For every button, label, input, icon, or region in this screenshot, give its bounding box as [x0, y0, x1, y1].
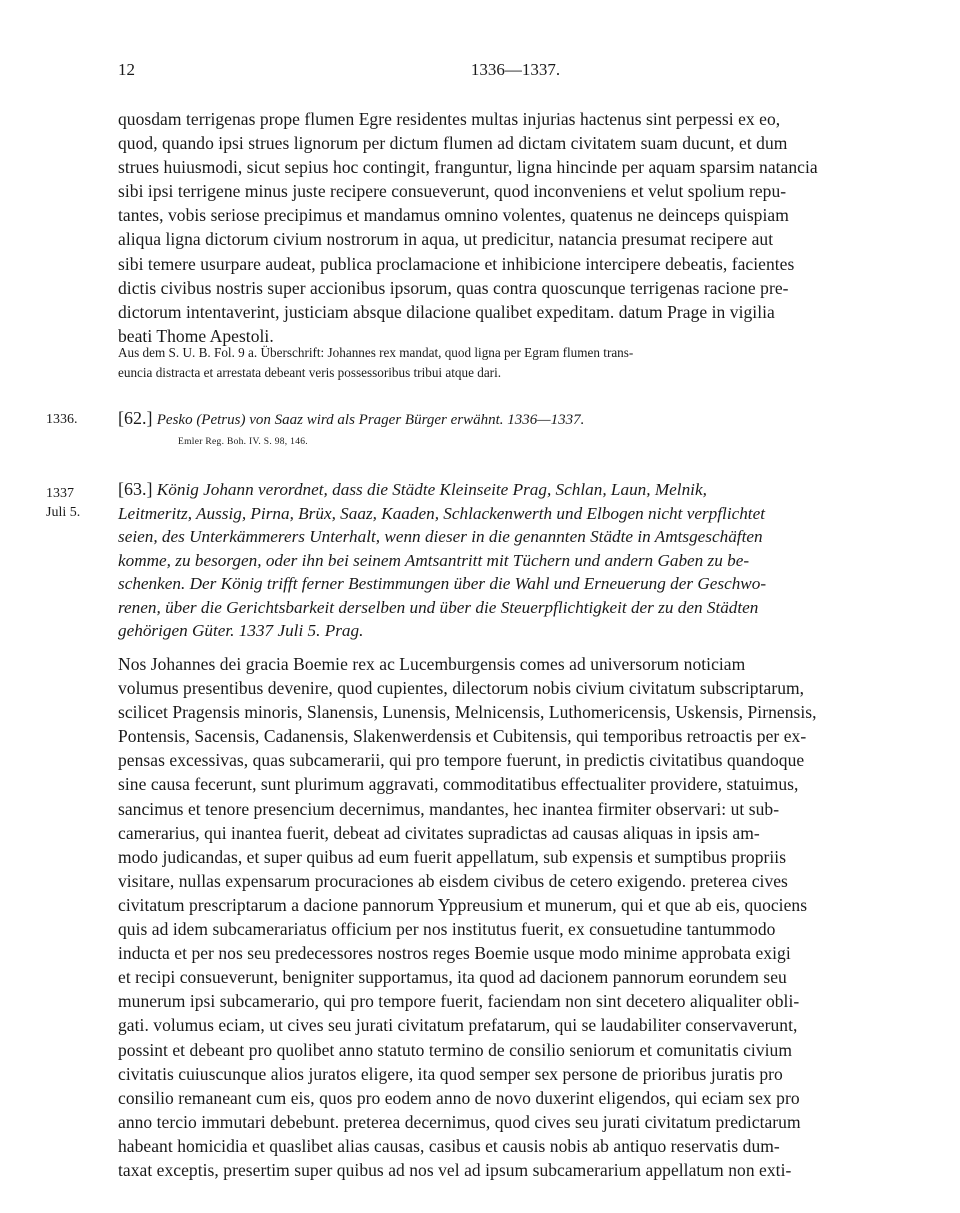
charter-text-63: Nos Johannes dei gracia Boemie rex ac Lucemburgensis comes ad universorum noticiam volumus presentibus devenire, quod cupientes, dilectorum nobis civium civitatum subscriptarum, scilicet Pragensis minoris, Slanensis, Lunensis, Melnicensis, Luthomericensis, Uskensis, Pirnensis, Pontensis, Sacensis, Cadanensis, Slakenwerdensis et Cubitensis, qui temporibus retroactis per ex- pensas excessivas, quas subcamerarii, qui pro tempore fuerunt, in predictis civitatibus quandoque sine causa fecerunt, sunt plurimum aggravati, commoditatibus effectualiter providere, statuimus, sancimus et tenore presencium decernimus, mandantes, hec inantea firmiter observari: ut sub- camerarius, qui inantea fuerit, debeat ad civitates supradictas ad causas aliquas in ipsis am- modo judicandas, et super quibus ad eum fuerit appellatum, sub expensis et sumptibus propriis visitare, nullas expensarum procuraciones ab eisdem civibus de cetero exigendo. preterea cives civitatum prescriptarum a dacione pannorum Yppreusium et munerum, qui et que ab eis, quociens quis ad idem subcamerariatus officium per nos institutus fuerit, ex consuetudine tantummodo inducta et per nos seu predecessores nostros reges Boemie usque modo minime approbata exigi et recipi consueverunt, benigniter supportamus, ita quod ad dacionem pannorum eorundem seu munerum ipsi subcamerario, qui pro tempore fuerit, faciendam non sint decetero aliqualiter obli- gati. volumus eciam, ut cives seu jurati civitatum prefatarum, qui se laudabiliter conservaverunt, possint et debeant pro quolibet anno statuto termino de consilio seniorum et comunitatis civium civitatis cuiuscunque alios juratos eligere, ita quod semper sex persone de prioribus juratis pro consilio remaneant cum eis, quos pro eodem anno de novo duxerint eligendos, qui eciam sex pro anno tercio immutari debebunt. preterea decernimus, quod cives seu jurati civitatum predictarum habeant homicidia et quaslibet alias causas, casibus et causis nobis ab antiquo reservatis dum- taxat exceptis, presertim super quibus ad nos vel ad ipsum subcamerarium appellatum non exti-: [118, 654, 817, 1180]
reference-note-62: Emler Reg. Boh. IV. S. 98, 146.: [178, 437, 308, 447]
document-heading-62: [118, 406, 913, 432]
page-number: 12: [118, 60, 135, 79]
running-header: [118, 60, 913, 84]
document-number-63: [63.]: [118, 479, 153, 499]
document-heading-63: [118, 478, 913, 643]
continued-document-text: quosdam terrigenas prope flumen Egre residentes multas injurias hactenus sint perpessi ex eo, quod, quando ipsi strues lignorum per dictum flumen ad dictam civitatem suam ducunt, et dum strues huiusmodi, sicut sepius hoc contingit, franguntur, ligna hincinde per aquam sparsim natancia sibi ipsi terrigene minus juste recipere consueverunt, quod inconveniens et velut spolium repu- tantes, vobis seriose precipimus et mandamus omnino volentes, quatenus ne deinceps quispiam aliqua ligna dictorum civium nostrorum in aqua, ut predicitur, natancia presumat recipere aut sibi temere usurpare audeat, publica proclamacione et inhibicione intercipere debeatis, facientes dictis civibus nostris super accionibus ipsorum, quas contra quoscunque terrigenas racione pre- dictorum intentaverint, justiciam absque dilacione qualibet expeditam. datum Prage in vigilia beati Thome Apestoli.: [118, 109, 818, 346]
source-note: Aus dem S. U. B. Fol. 9 a. Überschrift: Johannes rex mandat, quod ligna per Egram flumen trans- euncia distracta et arrestata debeant veris possessoribus tribui atque dari.: [118, 345, 634, 380]
document-summary-62: Pesko (Petrus) von Saaz wird als Prager Bürger erwähnt. 1336—1337.: [156, 412, 585, 428]
document-summary-63: König Johann verordnet, dass die Städte Kleinseite Prag, Schlan, Laun, Melnik, Leitmeritz, Aussig, Pirna, Brüx, Saaz, Kaaden, Schlackenwerth und Elbogen nicht verpflichtet seien, des Unterkämmerers Unterhalt, wenn dieser in die genannten Städte in Amtsgeschäften komme, zu besorgen, oder ihn bei seinem Amtsantritt mit Tüchern und andern Gaben zu be- schenken. Der König trifft ferner Bestimmungen über die Wahl und Erneuerung der Geschwo- renen, über die Gerichtsbarkeit derselben und über die Steuerpflichtigkeit der zu den Städten gehörigen Güter. 1337 Juli 5. Prag.: [118, 480, 767, 640]
document-number-62: [62.]: [118, 408, 153, 428]
margin-date-63: 1337 Juli 5.: [46, 486, 81, 520]
running-title-years: 1336—1337.: [470, 60, 561, 79]
margin-date-62: 1336.: [46, 412, 78, 427]
